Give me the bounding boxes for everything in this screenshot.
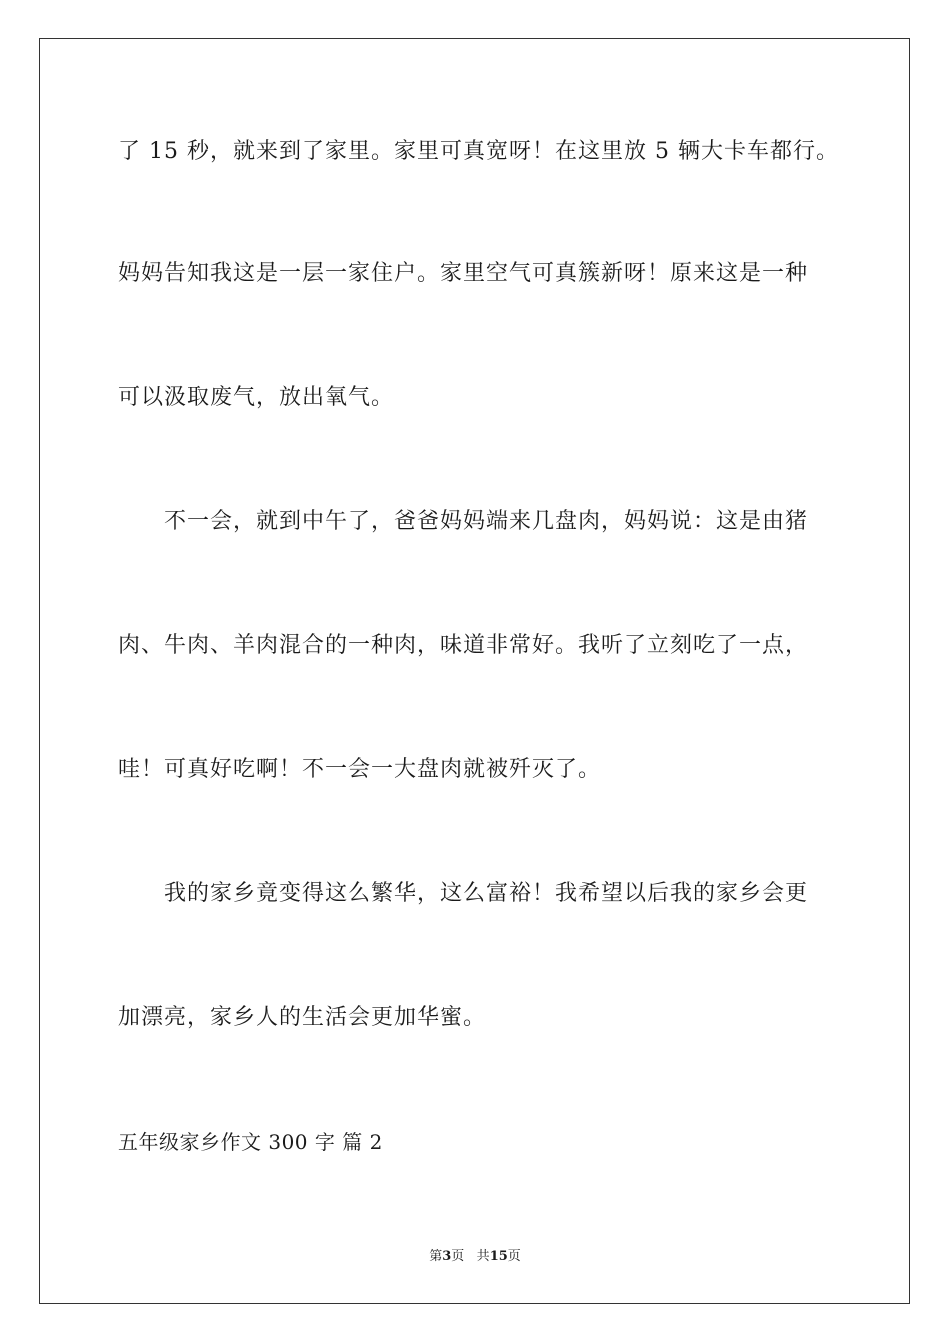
footer-page-word: 页 [451, 1249, 465, 1264]
body-line-3: 可以汲取废气，放出氧气。 [118, 385, 395, 410]
footer-total-pages: 15 [489, 1249, 508, 1264]
section-heading: 五年级家乡作文 300 字 篇 2 [118, 1130, 383, 1154]
footer-current-page: 3 [442, 1249, 452, 1264]
body-line-7: 我的家乡竟变得这么繁华，这么富裕！我希望以后我的家乡会更 [164, 881, 809, 906]
page-footer [0, 1248, 950, 1266]
page-border [39, 38, 910, 1304]
footer-prefix: 第 [429, 1249, 443, 1264]
body-line-1: 了 15 秒，就来到了家里。家里可真宽呀！在这里放 5 辆大卡车都行。 [118, 139, 839, 164]
body-line-4: 不一会，就到中午了，爸爸妈妈端来几盘肉，妈妈说：这是由猪 [164, 509, 809, 534]
footer-total-prefix: 共 [476, 1249, 490, 1264]
body-line-6: 哇！可真好吃啊！不一会一大盘肉就被歼灭了。 [118, 757, 602, 782]
body-line-5: 肉、牛肉、羊肉混合的一种肉，味道非常好。我听了立刻吃了一点， [118, 633, 809, 658]
body-line-2: 妈妈告知我这是一层一家住户。家里空气可真簇新呀！原来这是一种 [118, 261, 809, 286]
footer-total-word: 页 [507, 1249, 521, 1264]
body-line-8: 加漂亮，家乡人的生活会更加华蜜。 [118, 1005, 487, 1030]
